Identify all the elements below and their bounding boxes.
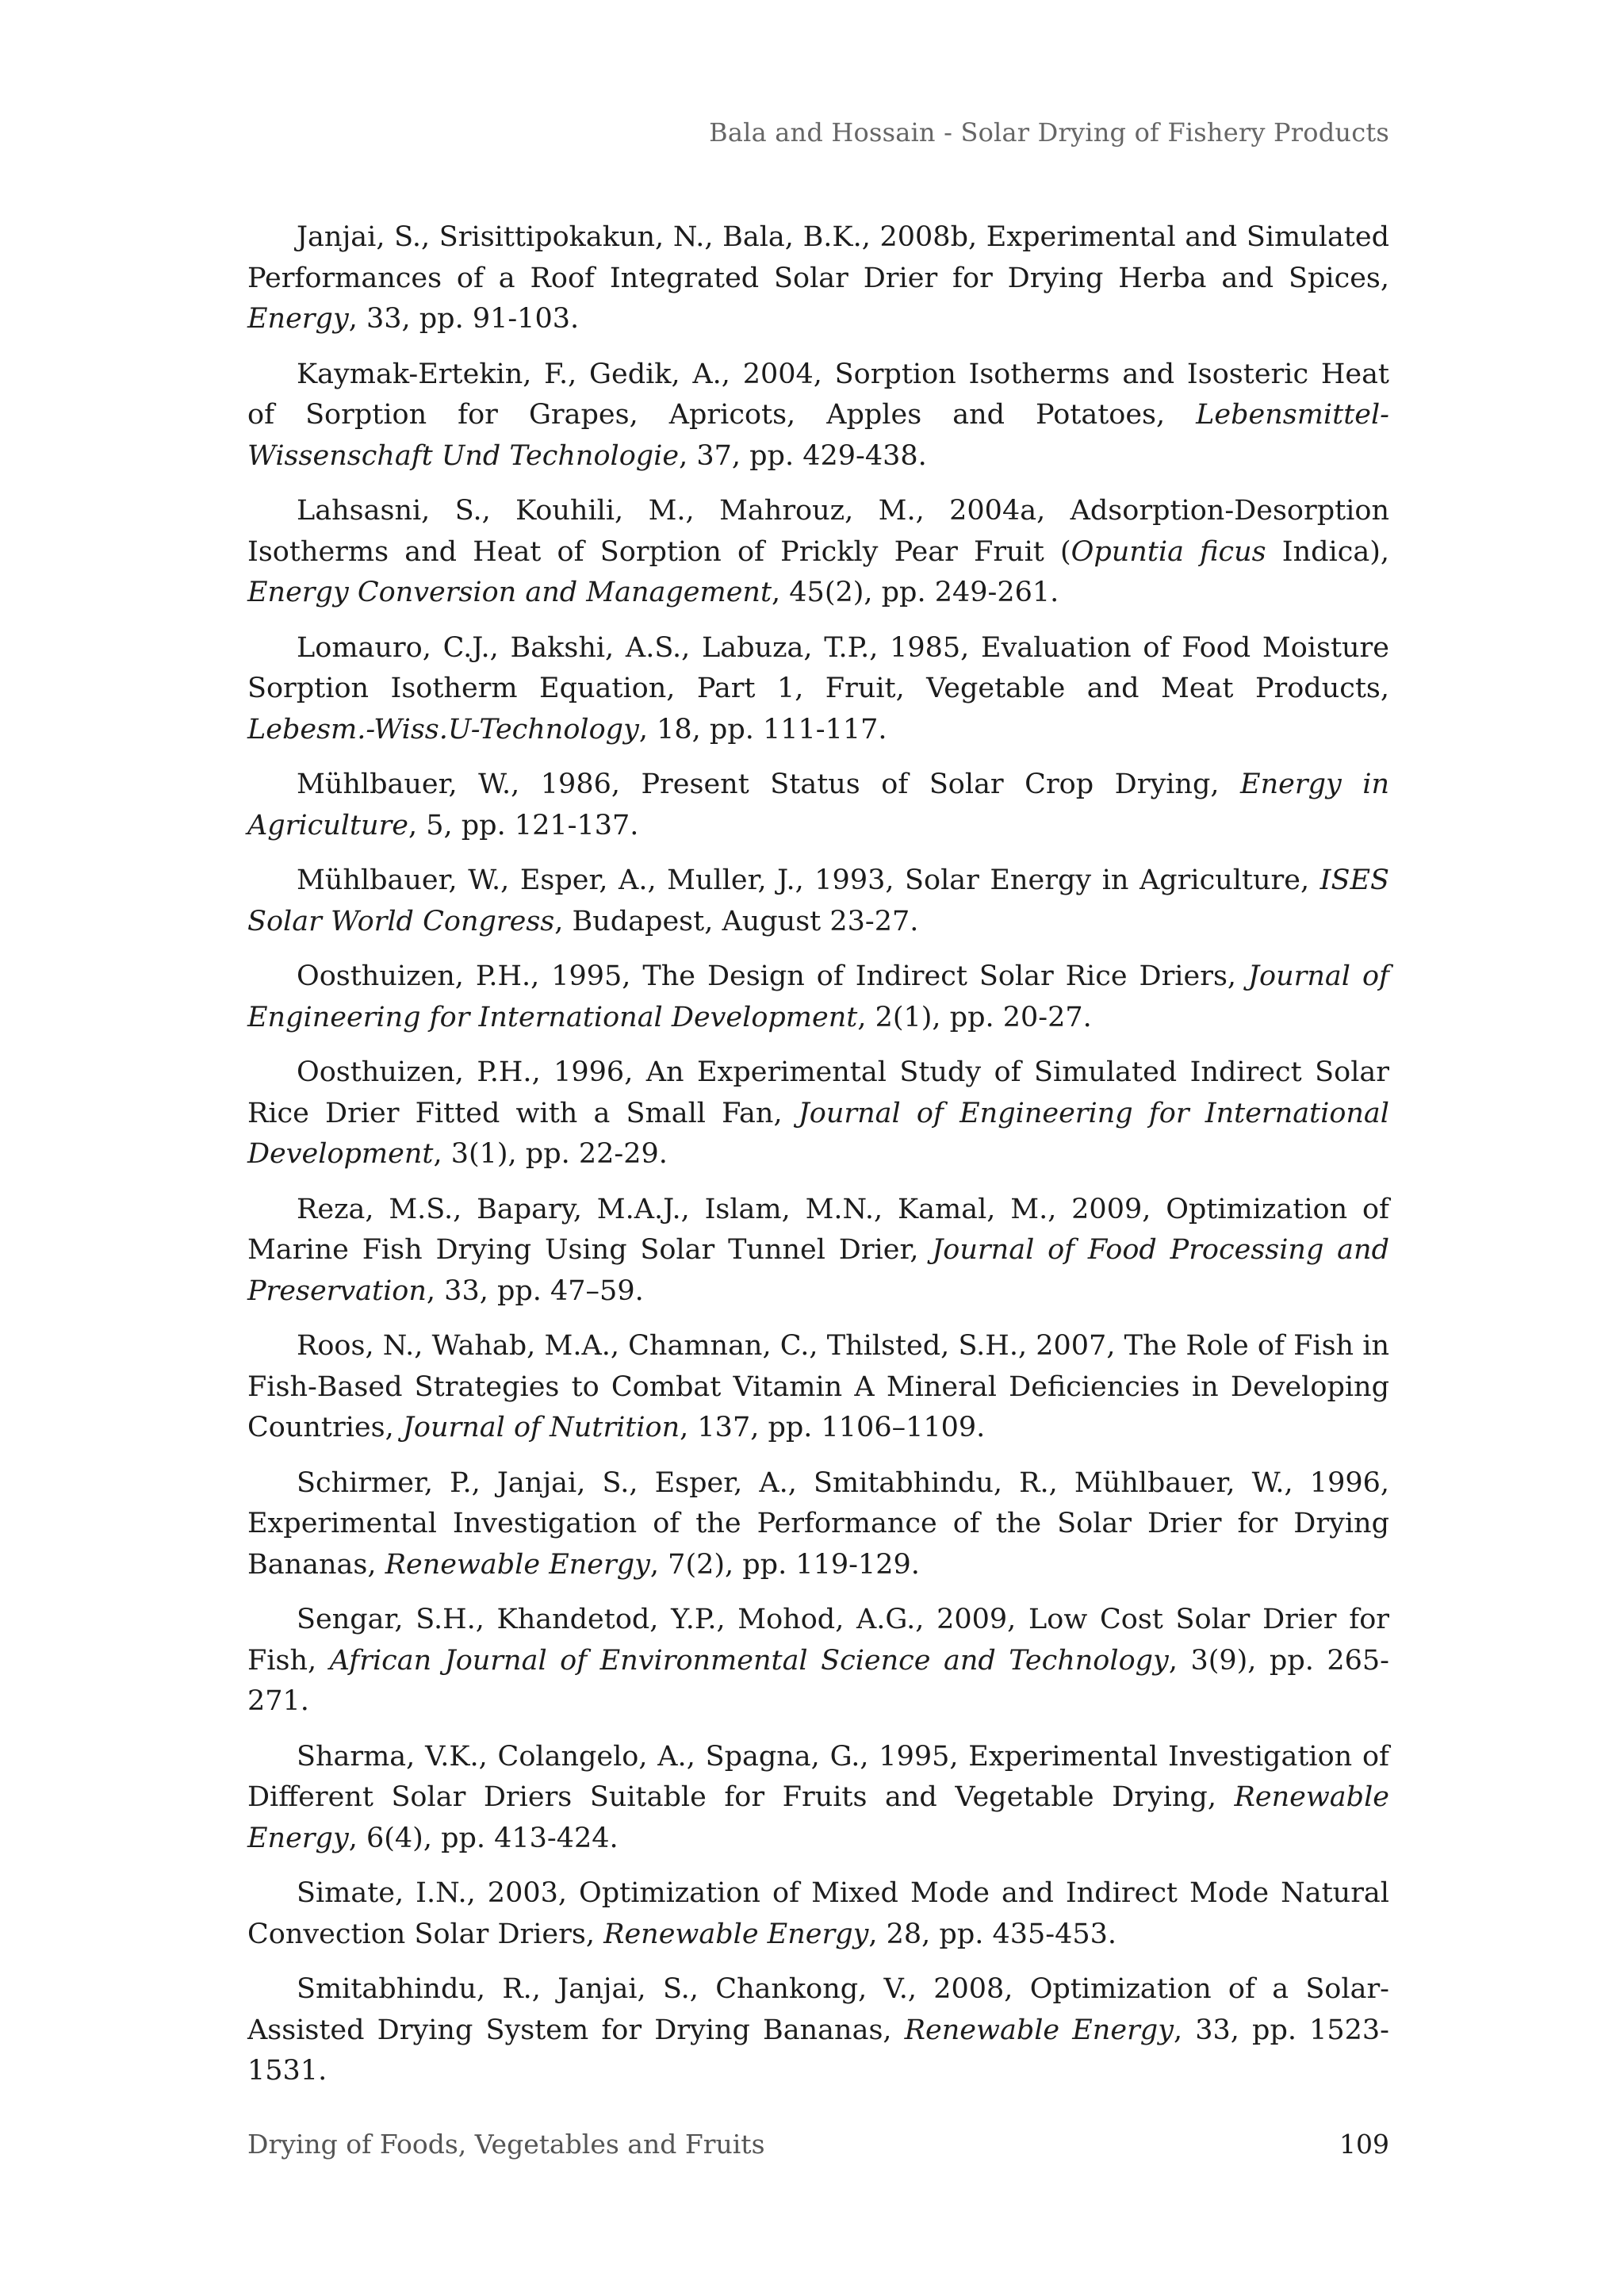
reference-text: , 6(4), pp. 413-424. [348, 1822, 619, 1854]
reference-source-italic: Renewable Energy [385, 1548, 650, 1581]
reference-text: Lahsasni, S., Kouhili, M., Mahrouz, M., 2004a, Adsorption-Desorption Isotherms and Heat of Sorption of Prickly Pear Fruit ( [247, 495, 1389, 568]
reference-source-italic: Journal of Engineering for International Development [247, 1097, 1389, 1170]
reference-text: Oosthuizen, P.H., 1995, The Design of Indirect Solar Rice Driers, [297, 960, 1249, 992]
reference-entry [247, 491, 1389, 614]
reference-source-italic: Renewable Energy [603, 1918, 869, 1950]
reference-source-italic: African Journal of Environmental Science and Technology [329, 1644, 1169, 1677]
reference-text: , 5, pp. 121-137. [408, 809, 639, 841]
reference-text: , 7(2), pp. 119-129. [649, 1548, 920, 1581]
reference-text: Indica), [1266, 535, 1389, 568]
reference-entry [247, 355, 1389, 477]
reference-entry [247, 1190, 1389, 1313]
reference-source-italic: Opuntia ficus [1071, 535, 1266, 568]
reference-entry [247, 1873, 1389, 1955]
reference-source-italic: Lebensmittel-Wissenschaft Und Technologie [247, 399, 1389, 472]
reference-source-italic: Energy in Agriculture [247, 769, 1389, 841]
reference-source-italic: Journal of Nutrition [402, 1412, 680, 1443]
reference-text: Oosthuizen, P.H., 1996, An Experimental Study of Simulated Indirect Solar Rice Drier Fitted with a Small Fan, [247, 1056, 1389, 1129]
reference-text: , 33, pp. 91-103. [348, 303, 580, 335]
reference-text: Sengar, S.H., Khandetod, Y.P., Mohod, A.G., 2009, Low Cost Solar Drier for Fish, [247, 1604, 1389, 1677]
reference-source-italic: Energy Conversion and Management [247, 577, 772, 608]
reference-text: , 28, pp. 435-453. [868, 1918, 1117, 1950]
reference-entry [247, 1737, 1389, 1860]
reference-entry [247, 1326, 1389, 1449]
reference-source-italic: ISES Solar World Congress [247, 864, 1389, 937]
reference-text: Smitabhindu, R., Janjai, S., Chankong, V., 2008, Optimization of a Solar-Assisted Drying System for Drying Bananas, [247, 1973, 1389, 2046]
reference-text: , 3(9), pp. 265-271. [247, 1644, 1389, 1717]
reference-entry [247, 956, 1389, 1038]
page-footer [247, 2129, 1389, 2160]
reference-text: Roos, N., Wahab, M.A., Chamnan, C., Thilsted, S.H., 2007, The Role of Fish in Fish-Based Strategies to Combat Vitamin A Mineral Deficiencies in Developing Countries, [247, 1330, 1389, 1443]
reference-text: , 137, pp. 1106–1109. [680, 1412, 986, 1443]
reference-source-italic: Renewable Energy [247, 1781, 1389, 1854]
reference-text: Mühlbauer, W., Esper, A., Muller, J., 1993, Solar Energy in Agriculture, [297, 864, 1320, 896]
reference-entry [247, 628, 1389, 751]
reference-text: , 33, pp. 1523-1531. [247, 2014, 1390, 2087]
reference-entry [247, 765, 1389, 846]
reference-text: , 18, pp. 111-117. [638, 713, 887, 746]
reference-text: Mühlbauer, W., 1986, Present Status of Solar Crop Drying, [297, 769, 1241, 800]
reference-text: , 45(2), pp. 249-261. [772, 577, 1059, 608]
reference-list [247, 217, 1389, 2106]
reference-text: Janjai, S., Srisittipokakun, N., Bala, B.K., 2008b, Experimental and Simulated Performances of a Roof Integrated Solar Drier for Drying Herba and Spices, [247, 221, 1389, 294]
reference-text: Kaymak-Ertekin, F., Gedik, A., 2004, Sorption Isotherms and Isosteric Heat of Sorption for Grapes, Apricots, Apples and Potatoes, [247, 358, 1389, 431]
reference-text: , 37, pp. 429-438. [679, 439, 927, 472]
reference-text: , 33, pp. 47–59. [426, 1274, 644, 1307]
reference-source-italic: Journal of Engineering for International Development [247, 960, 1389, 1033]
reference-source-italic: Journal of Food Processing and Preservation [247, 1234, 1389, 1307]
page-number: 109 [1339, 2129, 1389, 2160]
reference-source-italic: Lebesm.-Wiss.U-Technology [247, 713, 639, 746]
reference-entry [247, 1969, 1389, 2092]
reference-text: Schirmer, P., Janjai, S., Esper, A., Smitabhindu, R., Mühlbauer, W., 1996, Experimental Investigation of the Performance of the Solar Drier for Drying Bananas, [247, 1466, 1389, 1581]
reference-entry [247, 861, 1389, 942]
reference-source-italic: Energy [247, 303, 349, 335]
footer-book-title: Drying of Foods, Vegetables and Fruits [247, 2129, 765, 2160]
reference-text: Simate, I.N., 2003, Optimization of Mixed Mode and Indirect Mode Natural Convection Solar Driers, [247, 1877, 1389, 1950]
reference-entry [247, 1052, 1389, 1175]
reference-text: , Budapest, August 23-27. [554, 905, 919, 937]
reference-text: Reza, M.S., Bapary, M.A.J., Islam, M.N., Kamal, M., 2009, Optimization of Marine Fish Drying Using Solar Tunnel Drier, [247, 1193, 1389, 1266]
reference-source-italic: Renewable Energy [904, 2014, 1174, 2046]
running-header: Bala and Hossain - Solar Drying of Fishery Products [709, 117, 1389, 148]
reference-entry [247, 1463, 1389, 1586]
reference-text: Sharma, V.K., Colangelo, A., Spagna, G., 1995, Experimental Investigation of Different Solar Driers Suitable for Fruits and Vegetable Drying, [247, 1740, 1389, 1813]
reference-entry [247, 1600, 1389, 1723]
reference-text: Lomauro, C.J., Bakshi, A.S., Labuza, T.P., 1985, Evaluation of Food Moisture Sorption Isotherm Equation, Part 1, Fruit, Vegetable and Meat Products, [247, 631, 1389, 704]
reference-text: , 2(1), pp. 20-27. [857, 1001, 1092, 1033]
reference-text: , 3(1), pp. 22-29. [433, 1138, 668, 1170]
reference-entry [247, 217, 1389, 340]
